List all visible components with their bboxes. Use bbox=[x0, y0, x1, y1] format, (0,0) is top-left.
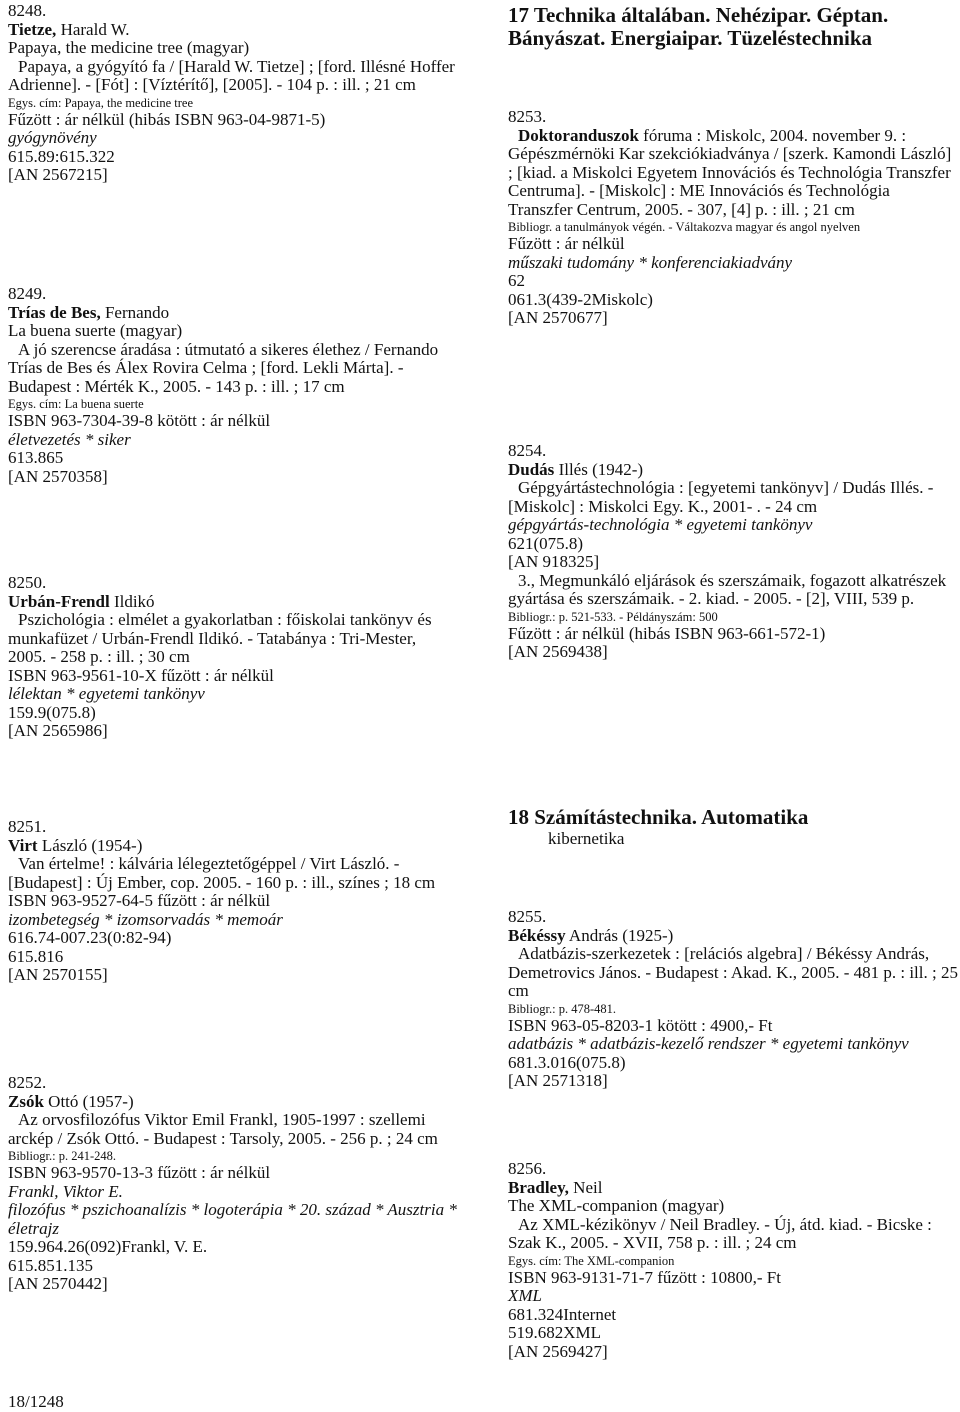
entry-note: Bibliogr.: p. 521-533. - Példányszám: 500 bbox=[508, 609, 718, 624]
entry-description: Az XML-kézikönyv / Neil Bradley. - Új, átd. kiad. - Bicske : Szak K., 2005. - XVII, 758 p. : ill. ; 24 cm bbox=[508, 1214, 932, 1252]
entry-an: [AN 2569438] bbox=[508, 642, 608, 661]
entry-an: [AN 2570442] bbox=[8, 1274, 108, 1293]
entry-an: [AN 918325] bbox=[508, 552, 600, 571]
entry-description: Adatbázis-szerkezetek : [relációs algebra] / Békéssy András, Demetrovics János. - Budapest : Akad. K., 2005. - 481 p. : ill. ; 25 cm bbox=[508, 944, 958, 1000]
entry-binding: ISBN 963-9570-13-3 fűzött : ár nélkül bbox=[8, 1163, 271, 1182]
entry-udc: 615.816 bbox=[8, 946, 64, 966]
entry-description: Papaya, a gyógyító fa / [Harald W. Tietze] ; [ford. Illésné Hoffer Adrienne]. - [Fót] : [Víztérítő], [2005]. - 104 p. : ill. ; 21 cm bbox=[8, 56, 455, 94]
entry-udc: 615.89:615.322 bbox=[8, 146, 115, 166]
entry-description: Van értelme! : kálvária lélegeztetőgéppel / Virt László. - [Budapest] : Új Ember, cop. 2005. - 160 p. : ill., színes ; 18 cm bbox=[8, 854, 436, 892]
entry-description: Doktoranduszok fóruma : Miskolc, 2004. november 9. : Gépészmérnöki Kar szekciókiadványa / [szerk. Kamondi László] ; [kiad. a Miskolci Egyetem Innovációs és Technológia Transzfer Centruma]. - [Miskolc] : ME Innovációs és Technológia Transzfer Centrum, 2005. - 307, [4] p. : ill. ; 21 cm bbox=[508, 125, 952, 219]
entry-binding: Fűzött : ár nélkül (hibás ISBN 963-04-9871-5) bbox=[8, 109, 326, 129]
entry-subject: gyógynövény bbox=[8, 128, 97, 147]
entry-author: Urbán-Frendl Ildikó bbox=[8, 591, 155, 611]
entry-author: Virt László (1954-) bbox=[8, 835, 143, 855]
entry-note: Bibliogr.: p. 241-248. bbox=[8, 1149, 116, 1163]
entry-8248 bbox=[8, 2, 458, 185]
entry-udc: 159.964.26(092)Frankl, V. E. bbox=[8, 1237, 208, 1256]
entry-author: Dudás Illés (1942-) bbox=[508, 459, 644, 479]
entry-udc: 681.3.016(075.8) bbox=[508, 1052, 626, 1072]
entry-subject: lélektan * egyetemi tankönyv bbox=[8, 684, 205, 703]
entry-number: 8249. bbox=[8, 284, 47, 303]
entry-number: 8253. bbox=[508, 107, 547, 126]
uniform-title: The XML-companion (magyar) bbox=[508, 1196, 725, 1215]
entry-subject: gépgyártás-technológia * egyetemi tankönyv bbox=[508, 515, 813, 534]
entry-udc: 681.324Internet bbox=[508, 1304, 617, 1324]
entry-volume: 3., Megmunkáló eljárások és szerszámaik, fogazott alkatrészek gyártása és szerszámaik. - 2. kiad. - 2005. - [2], VIII, 539 p. bbox=[508, 570, 947, 608]
entry-binding: Fűzött : ár nélkül bbox=[508, 234, 625, 253]
entry-udc: 616.74-007.23(0:82-94) bbox=[8, 928, 172, 947]
entry-number: 8248. bbox=[8, 1, 47, 20]
entry-udc: 621(075.8) bbox=[508, 533, 584, 553]
entry-binding: ISBN 963-9527-64-5 fűzött : ár nélkül bbox=[8, 891, 271, 910]
entry-udc: 519.682XML bbox=[508, 1323, 602, 1342]
entry-udc: 62 bbox=[508, 271, 525, 290]
uniform-title: La buena suerte (magyar) bbox=[8, 321, 183, 340]
entry-description: Pszichológia : elmélet a gyakorlatban : főiskolai tankönyv és munkafüzet / Urbán-Frendl Ildikó. - Tatabánya : Tri-Mester, 2005. - 258 p. : ill. ; 30 cm bbox=[8, 610, 432, 666]
entry-an: [AN 2570155] bbox=[8, 965, 108, 984]
entry-author: Tietze, Harald W. bbox=[8, 19, 130, 39]
entry-an: [AN 2565986] bbox=[8, 721, 108, 740]
entry-note: Egys. cím: La buena suerte bbox=[8, 397, 144, 411]
entry-note: Bibliogr. a tanulmányok végén. - Váltakozva magyar és angol nyelven bbox=[508, 220, 861, 234]
uniform-title: Papaya, the medicine tree (magyar) bbox=[8, 38, 250, 57]
entry-8250 bbox=[8, 574, 458, 741]
entry-subject: filozófus * pszichoanalízis * logoterápia * 20. század * Ausztria * életrajz bbox=[8, 1200, 457, 1238]
entry-binding: ISBN 963-9561-10-X fűzött : ár nélkül bbox=[8, 665, 274, 685]
entry-an: [AN 2571318] bbox=[508, 1071, 608, 1090]
entry-binding: ISBN 963-05-8203-1 kötött : 4900,- Ft bbox=[508, 1015, 773, 1035]
entry-subject: műszaki tudomány * konferenciakiadvány bbox=[508, 252, 793, 272]
entry-8253 bbox=[508, 108, 958, 328]
entry-8255 bbox=[508, 908, 958, 1091]
entry-number: 8251. bbox=[8, 817, 47, 836]
entry-an: [AN 2569427] bbox=[508, 1341, 608, 1361]
entry-number: 8254. bbox=[508, 441, 547, 460]
entry-note: Bibliogr.: p. 478-481. bbox=[508, 1001, 616, 1016]
entry-8256 bbox=[508, 1160, 958, 1361]
entry-an: [AN 2570677] bbox=[508, 308, 608, 327]
entry-binding: Fűzött : ár nélkül (hibás ISBN 963-661-572-1) bbox=[508, 623, 826, 643]
entry-number: 8252. bbox=[8, 1073, 47, 1092]
entry-8252 bbox=[8, 1074, 458, 1294]
entry-description: Az orvosfilozófus Viktor Emil Frankl, 1905-1997 : szellemi arckép / Zsók Ottó. - Budapest : Tarsoly, 2005. - 256 p. ; 24 cm bbox=[8, 1110, 438, 1148]
entry-8251 bbox=[8, 818, 458, 985]
entry-note: Egys. cím: Papaya, the medicine tree bbox=[8, 95, 194, 110]
entry-subject: izombetegség * izomsorvadás * memoár bbox=[8, 909, 283, 929]
entry-subject: életvezetés * siker bbox=[8, 429, 131, 449]
entry-binding: ISBN 963-9131-71-7 fűzött : 10800,- Ft bbox=[508, 1267, 781, 1287]
entry-note: Egys. cím: The XML-companion bbox=[508, 1253, 675, 1268]
section-subtitle-18: kibernetika bbox=[548, 829, 625, 848]
entry-author: Bradley, Neil bbox=[508, 1177, 603, 1197]
entry-description: A jó szerencse áradása : útmutató a sikeres élethez / Fernando Trías de Bes és Álex Rovira Celma ; [ford. Lekli Márta]. - Budapest : Mérték K., 2005. - 143 p. : ill. ; 17 cm bbox=[8, 339, 439, 396]
entry-number: 8256. bbox=[508, 1159, 547, 1178]
entry-number: 8255. bbox=[508, 907, 547, 926]
entry-an: [AN 2570358] bbox=[8, 466, 108, 486]
entry-subject: Frankl, Viktor E. bbox=[8, 1181, 123, 1201]
entry-author: Békéssy András (1925-) bbox=[508, 925, 674, 945]
entry-udc: 159.9(075.8) bbox=[8, 702, 96, 722]
section-title-17: 17 Technika általában. Nehézipar. Géptan. Bányászat. Energiaipar. Tüzeléstechnika bbox=[508, 3, 889, 50]
entry-udc: 061.3(439-2Miskolc) bbox=[508, 289, 653, 309]
entry-binding: ISBN 963-7304-39-8 kötött : ár nélkül bbox=[8, 411, 271, 430]
page-number: 18/1248 bbox=[8, 1392, 64, 1411]
entry-8254 bbox=[508, 442, 958, 662]
entry-8249 bbox=[8, 285, 458, 486]
entry-author: Zsók Ottó (1957-) bbox=[8, 1091, 134, 1111]
entry-subject: adatbázis * adatbázis-kezelő rendszer * egyetemi tankönyv bbox=[508, 1034, 909, 1053]
entry-udc: 615.851.135 bbox=[8, 1255, 93, 1275]
entry-an: [AN 2567215] bbox=[8, 165, 108, 184]
entry-udc: 613.865 bbox=[8, 448, 64, 467]
entry-subject: XML bbox=[508, 1286, 542, 1305]
section-title-18: 18 Számítástechnika. Automatika bbox=[508, 805, 809, 829]
entry-number: 8250. bbox=[8, 573, 47, 592]
entry-author: Trías de Bes, Fernando bbox=[8, 302, 170, 322]
entry-description: Gépgyártástechnológia : [egyetemi tankönyv] / Dudás Illés. - [Miskolc] : Miskolci Egy. K., 2001- . - 24 cm bbox=[508, 478, 934, 516]
